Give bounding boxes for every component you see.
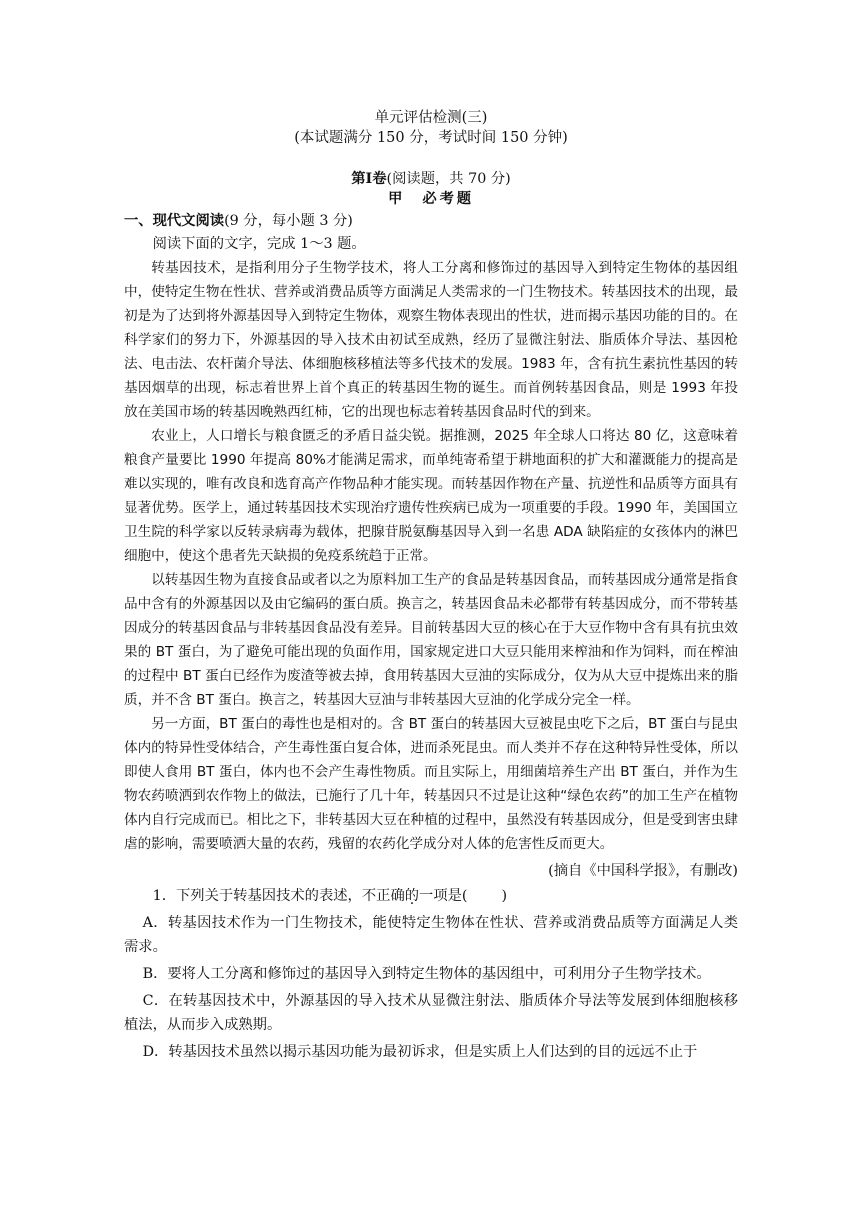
volume-detail: (阅读题，共 70 分) [386, 171, 511, 187]
question-stem-close: ) [501, 888, 508, 904]
option-d: D．转基因技术虽然以揭示基因功能为最初诉求，但是实质上人们达到的目的远远不止于 [142, 1044, 698, 1060]
question-stem-start: 1．下列关于转基因技术的表述， [152, 888, 362, 904]
option-c: C．在转基因技术中，外源基因的导入技术从显微注射法、脂质体介导法等发展到体细胞核移植法，从而步入成熟期。 [124, 993, 738, 1033]
part-score: (9 分，每小题 3 分) [224, 213, 353, 229]
page-subtitle: (本试题满分 150 分，考试时间 150 分钟) [294, 130, 568, 146]
exam-page [124, 108, 738, 1064]
option-b: B．要将人工分离和修饰过的基因导入到特定生物体的基因组中，可利用分子生物学技术。 [142, 966, 711, 982]
reading-instruction: 阅读下面的文字，完成 1～3 题。 [152, 236, 366, 252]
passage-paragraph: 农业上，人口增长与粮食匮乏的矛盾日益尖锐。据推测，2025 年全球人口将达 80 亿，这意味着粮食产量要比 1990 年提高 80%才能满足需求，而单纯寄希望于耕地面积的扩大和灌溉能力的提高是难以实现的，唯有改良和选育高产作物品种才能实现。而转基因作物在产量、抗逆性和品质等方面具有显著优势。医学上，通过转基因技术实现治疗遗传性疾病已成为一项重要的手段。1990 年，美国国立卫生院的科学家以反转录病毒为载体，把腺苷脱氨酶基因导入到一名患 ADA 缺陷症的女孩体内的淋巴细胞中，使这个患者先天缺损的免疫系统趋于正常。 [124, 428, 738, 564]
volume-heading [124, 169, 738, 189]
passage-paragraph: 转基因技术，是指利用分子生物学技术，将人工分离和修饰过的基因导入到特定生物体的基因组中，使特定生物在性状、营养或消费品质等方面满足人类需求的一门生物技术。转基因技术的出现，最初是为了达到将外源基因导入到特定生物体，观察生物体表现出的性状，进而揭示基因功能的目的。在科学家们的努力下，外源基因的导入技术由初试至成熟，经历了显微注射法、脂质体介导法、基因枪法、电击法、农杆菌介导法、体细胞核移植法等多代技术的发展。1983 年，含有抗生素抗性基因的转基因烟草的出现，标志着世界上首个真正的转基因生物的诞生。而首例转基因食品，则是 1993 年投放在美国市场的转基因晚熟西红柿，它的出现也标志着转基因食品时代的到来。 [124, 260, 738, 420]
volume-label: 第Ⅰ卷 [351, 171, 387, 187]
passage-source: (摘自《中国科学报》，有删改) [548, 863, 738, 879]
passage-paragraph: 另一方面，BT 蛋白的毒性也是相对的。含 BT 蛋白的转基因大豆被昆虫吃下之后，BT 蛋白与昆虫体内的特异性受体结合，产生毒性蛋白复合体，进而杀死昆虫。而人类并不存在这种特异性受体，所以即使人食用 BT 蛋白，体内也不会产生毒性物质。而且实际上，用细菌培养生产出 BT 蛋白，并作为生物农药喷洒到农作物上的做法，已施行了几十年，转基因只不过是让这种“绿色农药”的加工生产在植物体内自行完成而已。相比之下，非转基因大豆在种植的过程中，虽然没有转基因成分，但是受到害虫肆虐的影响，需要喷洒大量的农药，残留的农药化学成分对人体的危害性反而更大。 [124, 716, 738, 852]
part-title-label: 一、现代文阅读 [124, 213, 225, 229]
emphasis-word: 不正确 [361, 888, 405, 904]
passage [124, 256, 738, 856]
question-stem-end: 的一项是( [404, 888, 468, 904]
passage-paragraph: 以转基因生物为直接食品或者以之为原料加工生产的食品是转基因食品，而转基因成分通常是指食品中含有的外源基因以及由它编码的蛋白质。换言之，转基因食品未必都带有转基因成分，而不带转基因成分的转基因食品与非转基因食品没有差异。目前转基因大豆的核心在于大豆作物中含有具有抗虫效果的 BT 蛋白，为了避免可能出现的负面作用，国家规定进口大豆只能用来榨油和作为饲料，而在榨油的过程中 BT 蛋白已经作为废渣等被去掉，食用转基因大豆油的实际成分，仅为从大豆中提炼出来的脂质，并不含 BT 蛋白。换言之，转基因大豆油与非转基因大豆油的化学成分完全一样。 [124, 572, 738, 708]
page-title: 单元评估检测(三) [374, 110, 488, 126]
section-heading: 甲 必考题 [388, 191, 474, 207]
question-stem [124, 884, 738, 908]
part-title [124, 210, 738, 232]
option-a: A．转基因技术作为一门生物技术，能使特定生物体在性状、营养或消费品质等方面满足人类需求。 [124, 915, 738, 955]
